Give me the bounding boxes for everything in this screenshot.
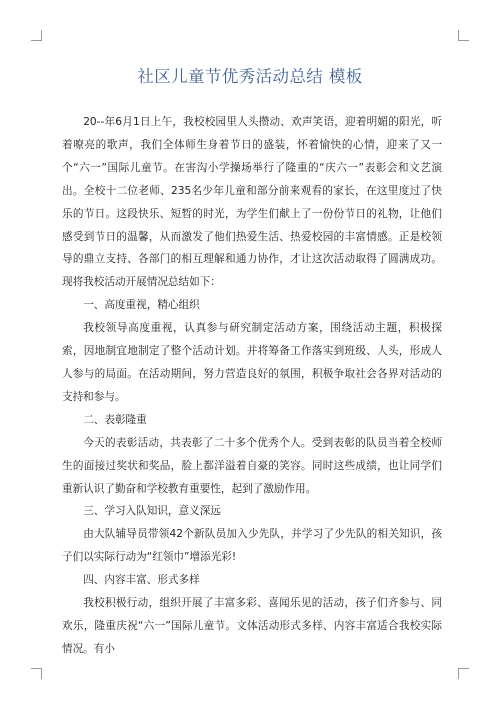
- section-paragraph-4: 我校积极行动，组织开展了丰富多彩、喜闻乐见的活动，孩子们齐参与、同欢乐，隆重庆祝“六一”国际儿童节。文体活动形式多样、内容丰富适合我校实际情况。有小: [62, 597, 442, 655]
- section-paragraph-2: 今天的表彰活动，共表彰了二十多个优秀个人。受到表彰的队员当着全校师生的面接过奖状和奖品，脸上都洋溢着自豪的笑容。同时这些成绩，也让同学们重新认识了勤奋和学校教育重要性，起到了激励作用。: [62, 436, 442, 495]
- section-heading-2: 二、表彰隆重: [83, 413, 147, 426]
- section-paragraph-3: 由大队辅导员带领42个新队员加入少先队，并学习了少先队的相关知识，孩子们以实际行动为“红领巾”增添光彩!: [62, 528, 442, 564]
- corner-mark-bottom-left: [31, 668, 42, 679]
- corner-mark-top-right: [458, 30, 469, 41]
- section-heading-1: 一、高度重视，精心组织: [83, 299, 200, 312]
- intro-paragraph: 20--年6月1日上午，我校校园里人头攒动、欢声笑语，迎着明媚的阳光，听着嘹亮的歌声，我们全体师生身着节日的盛装，怀着愉快的心情，迎来了又一个“六一”国际儿童节。在害沟小学操场举行了隆重的“庆六一”表彰会和文艺演出。全校十二位老师、235名少年儿童和部分前来观看的家长，在这里度过了快乐的节日。这段快乐、短暂的时光，为学生们献上了一份份节日的礼物，让他们感受到节日的温馨，从而激发了他们热爱生活、热爱校园的丰富情感。正是校领导的鼎立支持、各部门的相互理解和通力协作，才让这次活动取得了圆满成功。现将我校活动开展情况总结如下：: [62, 116, 442, 289]
- section-heading-3: 三、学习入队知识，意义深远: [83, 505, 221, 518]
- corner-mark-top-left: [31, 30, 42, 41]
- corner-mark-bottom-right: [458, 668, 469, 679]
- document-body: [62, 111, 442, 661]
- document-title: 社区儿童节优秀活动总结 模板: [137, 67, 363, 86]
- section-paragraph-1: 我校领导高度重视，认真参与研究制定活动方案，围绕活动主题，积极探索，因地制宜地制定了整个活动计划。并将筹备工作落实到班级、人头，形成人人参与的局面。在活动期间，努力营造良好的氛围，积极争取社会各界对活动的支持和参与。: [62, 322, 442, 403]
- section-heading-4: 四、内容丰富、形式多样: [83, 574, 200, 587]
